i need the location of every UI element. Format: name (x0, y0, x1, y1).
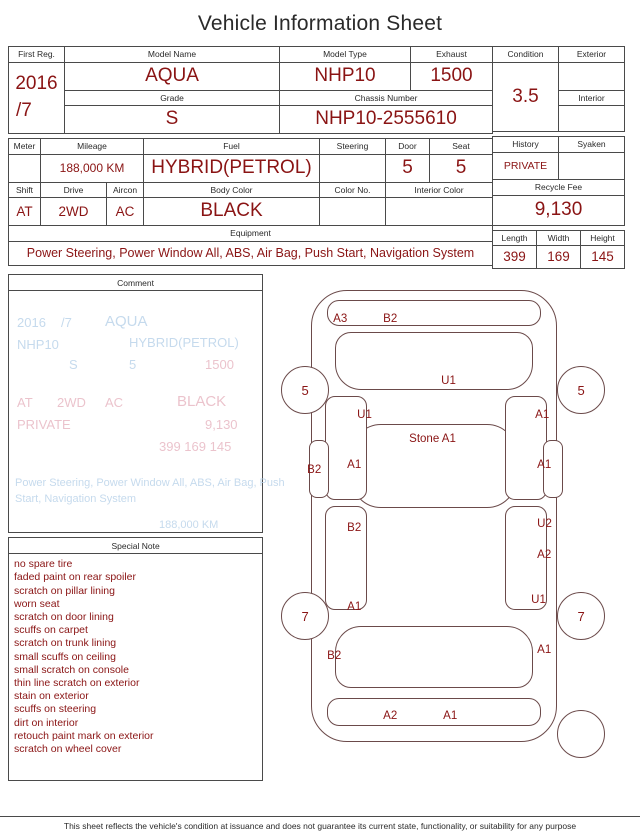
note-line: dirt on interior (14, 716, 79, 729)
recycle-fee-value: 9,130 (493, 195, 625, 225)
spare-tire-circle (557, 710, 605, 758)
trunk-panel (335, 626, 533, 688)
wheel-right-rear (557, 592, 605, 640)
damage-mark: A3 (333, 313, 348, 326)
damage-mark: Stone A1 (409, 433, 456, 446)
front-bumper-panel (327, 300, 541, 326)
color-no-value (320, 198, 386, 226)
wheel-right-rear-label: 7 (577, 608, 585, 624)
history-table (492, 136, 625, 225)
hood-panel (335, 332, 533, 390)
wheel-left-rear (281, 592, 329, 640)
width-label: Width (537, 230, 581, 246)
note-line: scratch on wheel cover (14, 742, 122, 755)
damage-mark: U1 (531, 594, 546, 607)
comment-and-note-column (8, 274, 285, 781)
first-reg-month: /7 (16, 99, 32, 121)
special-note-header: Special Note (8, 537, 263, 553)
meter-label: Meter (9, 139, 41, 155)
color-no-label: Color No. (320, 182, 386, 198)
first-reg-year: 2016 (15, 73, 58, 95)
drive-value: 2WD (41, 198, 107, 226)
condition-label: Condition (493, 47, 559, 63)
comment-header: Comment (8, 274, 263, 290)
note-line: scuffs on carpet (14, 624, 88, 637)
note-line: retouch paint mark on exterior (14, 729, 154, 742)
note-line: faded paint on rear spoiler (14, 571, 136, 584)
model-name-label: Model Name (65, 47, 280, 63)
note-body (8, 553, 263, 781)
damage-mark: A1 (347, 601, 362, 614)
model-type-value: NHP10 (280, 62, 411, 90)
note-line: scratch on trunk lining (14, 637, 117, 650)
seat-label: Seat (430, 139, 493, 155)
wheel-left-rear-label: 7 (301, 608, 309, 624)
damage-mark: A1 (347, 459, 362, 472)
first-reg-label: First Reg. (9, 47, 65, 63)
note-line: thin line scratch on exterior (14, 676, 140, 689)
grade-label: Grade (65, 90, 280, 106)
interior-label: Interior (559, 90, 625, 106)
wheel-left-front-label: 5 (301, 382, 309, 398)
registration-table (8, 46, 493, 134)
wheel-left-front (281, 366, 329, 414)
height-value: 145 (581, 246, 625, 269)
mileage-value: 188,000 KM (41, 154, 144, 182)
equipment-value: Power Steering, Power Window All, ABS, Air Bag, Push Start, Navigation System (9, 241, 493, 265)
note-line: no spare tire (14, 558, 73, 571)
condition-value: 3.5 (493, 62, 559, 132)
note-line: stain on exterior (14, 690, 89, 703)
damage-mark: B2 (383, 313, 398, 326)
damage-mark: B2 (347, 522, 362, 535)
aircon-value: AC (107, 198, 144, 226)
exterior-label: Exterior (559, 47, 625, 63)
note-line: scuffs on steering (14, 703, 97, 716)
grade-value: S (65, 106, 280, 134)
rear-bumper-panel (327, 698, 541, 726)
note-line: small scuffs on ceiling (14, 650, 116, 663)
model-name-value: AQUA (65, 62, 280, 90)
damage-mark: U1 (441, 375, 456, 388)
drive-label: Drive (41, 182, 107, 198)
seat-value: 5 (430, 154, 493, 182)
dimensions-table (492, 230, 625, 270)
comment-body: 2016 /7 AQUA NHP10 HYBRID(PETROL) S 5 1500 AT 2WD AC BLACK PRIVATE 9,130 399 169 145 Power Steering, Power Window All, ABS, Air Bag, Push Start, Navigation System 188,000 KM (8, 290, 263, 533)
chassis-label: Chassis Number (280, 90, 493, 106)
model-type-label: Model Type (280, 47, 411, 63)
lower-section (8, 274, 632, 781)
door-label: Door (386, 139, 430, 155)
damage-mark: A1 (537, 644, 552, 657)
steering-value (320, 154, 386, 182)
header-section (8, 46, 632, 269)
damage-mark: A1 (535, 409, 550, 422)
mileage-label: Mileage (41, 139, 144, 155)
exterior-value (559, 62, 625, 90)
fuel-label: Fuel (144, 139, 320, 155)
length-label: Length (493, 230, 537, 246)
exhaust-label: Exhaust (411, 47, 493, 63)
vehicle-damage-diagram (265, 274, 632, 759)
note-line: small scratch on console (14, 663, 129, 676)
header-right-tables (492, 46, 624, 269)
note-line: scratch on door lining (14, 610, 114, 623)
syaken-label: Syaken (559, 137, 625, 153)
damage-mark: A2 (537, 549, 552, 562)
damage-mark: U1 (357, 409, 372, 422)
interior-color-value (386, 198, 493, 226)
height-label: Height (581, 230, 625, 246)
equipment-label: Equipment (9, 226, 493, 242)
shift-label: Shift (9, 182, 41, 198)
page-title: Vehicle Information Sheet (197, 12, 443, 35)
history-label: History (493, 137, 559, 153)
width-value: 169 (537, 246, 581, 269)
damage-mark: A1 (537, 459, 552, 472)
wheel-right-front-label: 5 (577, 382, 585, 398)
note-line: scratch on pillar lining (14, 584, 115, 597)
shift-value: AT (9, 198, 41, 226)
recycle-fee-label: Recycle Fee (493, 179, 625, 195)
spec-table (8, 138, 493, 265)
interior-value (559, 106, 625, 132)
header-left-tables (8, 46, 492, 266)
fuel-value: HYBRID(PETROL) (144, 154, 320, 182)
damage-mark: B2 (307, 464, 322, 477)
damage-mark: A1 (443, 710, 458, 723)
steering-label: Steering (320, 139, 386, 155)
disclaimer-footer: This sheet reflects the vehicle's condition at issuance and does not guarantee its current state, functionality, or suitability for any purpose (0, 816, 640, 831)
body-color-label: Body Color (144, 182, 320, 198)
exhaust-value: 1500 (411, 62, 493, 90)
condition-table (492, 46, 625, 132)
body-color-value: BLACK (144, 198, 320, 226)
note-line: worn seat (14, 597, 60, 610)
history-value: PRIVATE (493, 152, 559, 179)
wheel-right-front (557, 366, 605, 414)
aircon-label: Aircon (107, 182, 144, 198)
damage-mark: A2 (383, 710, 398, 723)
length-value: 399 (493, 246, 537, 269)
door-value: 5 (386, 154, 430, 182)
chassis-value: NHP10-2555610 (280, 106, 493, 134)
syaken-value (559, 152, 625, 179)
interior-color-label: Interior Color (386, 182, 493, 198)
damage-mark: U2 (537, 518, 552, 531)
damage-mark: B2 (327, 650, 342, 663)
